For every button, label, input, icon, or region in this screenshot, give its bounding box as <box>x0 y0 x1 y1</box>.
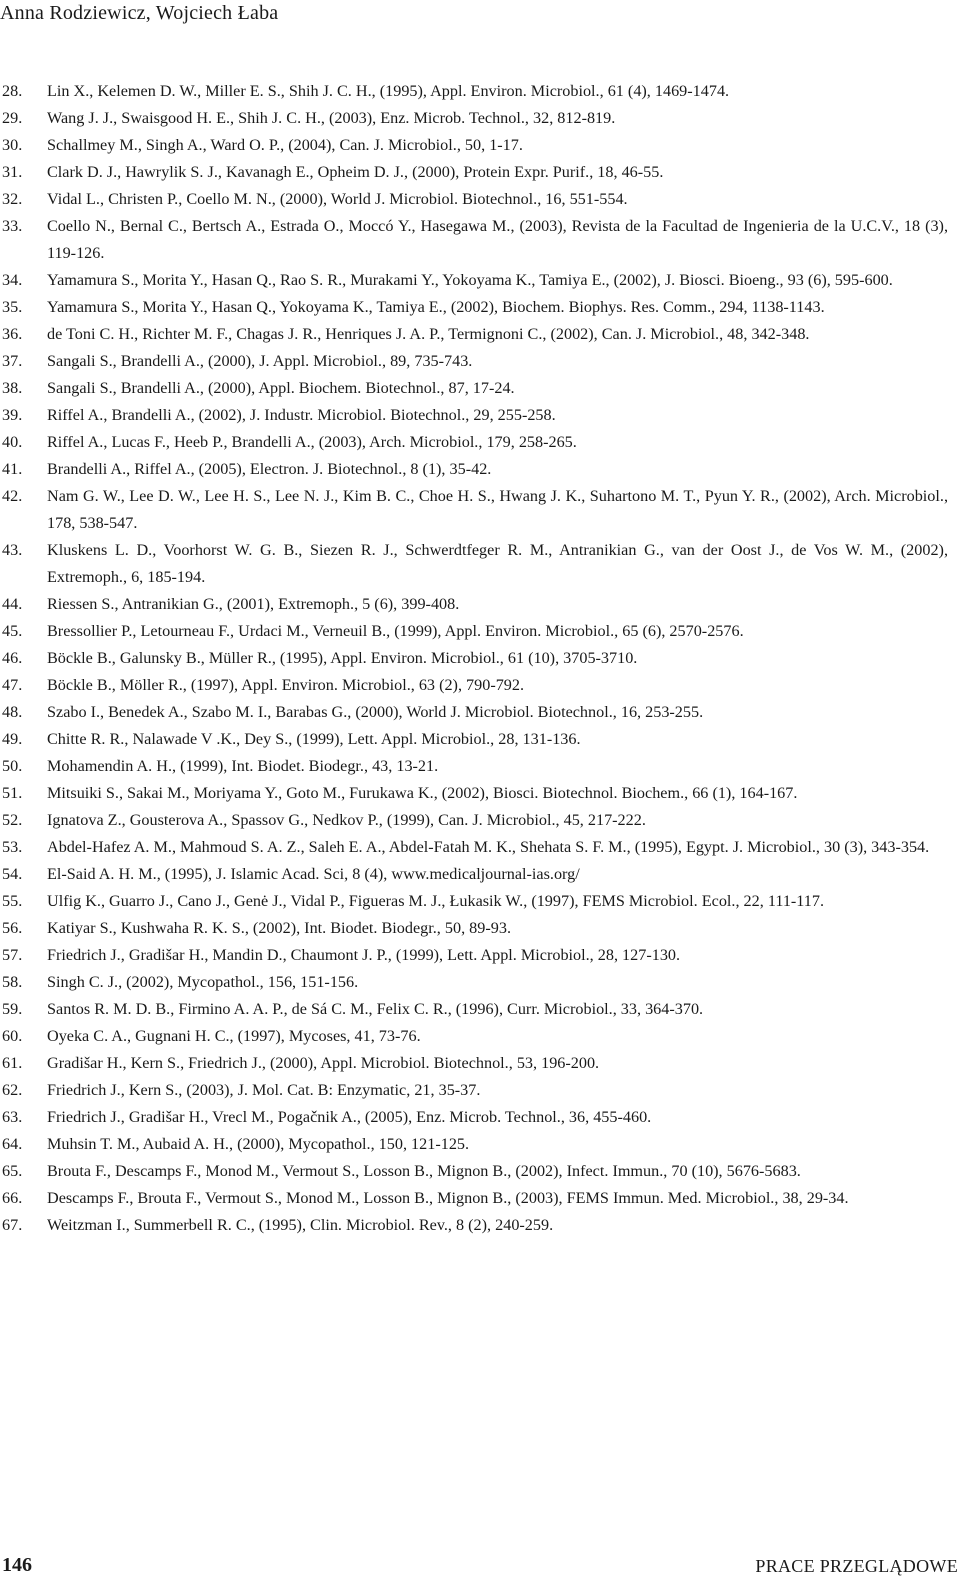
reference-number: 51. <box>2 784 23 802</box>
reference-number: 58. <box>2 973 23 991</box>
reference-number: 53. <box>2 838 23 856</box>
reference-item <box>0 672 948 699</box>
reference-text: Mitsuiki S., Sakai M., Moriyama Y., Goto M., Furukawa K., (2002), Biosci. Biotechnol. Biochem., 66 (1), 164-167. <box>47 784 798 802</box>
reference-number: 36. <box>2 325 23 343</box>
reference-text: Böckle B., Galunsky B., Müller R., (1995), Appl. Environ. Microbiol., 61 (10), 3705-3710. <box>47 649 638 667</box>
reference-number: 63. <box>2 1108 23 1126</box>
reference-text: Wang J. J., Swaisgood H. E., Shih J. C. H., (2003), Enz. Microb. Technol., 32, 812-819. <box>47 109 616 127</box>
reference-text: Szabo I., Benedek A., Szabo M. I., Barabas G., (2000), World J. Microbiol. Biotechnol., 16, 253-255. <box>47 703 704 721</box>
reference-item <box>0 159 948 186</box>
reference-item <box>0 888 948 915</box>
reference-item <box>0 78 948 105</box>
reference-number: 40. <box>2 433 23 451</box>
reference-item <box>0 996 948 1023</box>
reference-number: 54. <box>2 865 23 883</box>
reference-number: 31. <box>2 163 23 181</box>
reference-item <box>0 645 948 672</box>
reference-item <box>0 483 948 537</box>
reference-number: 41. <box>2 460 23 478</box>
reference-text: Schallmey M., Singh A., Ward O. P., (2004), Can. J. Microbiol., 50, 1-17. <box>47 136 523 154</box>
reference-item <box>0 294 948 321</box>
reference-text: Riessen S., Antranikian G., (2001), Extremoph., 5 (6), 399-408. <box>47 595 460 613</box>
reference-number: 67. <box>2 1216 23 1234</box>
reference-text: Friedrich J., Kern S., (2003), J. Mol. Cat. B: Enzymatic, 21, 35-37. <box>47 1081 481 1099</box>
reference-item <box>0 861 948 888</box>
reference-number: 48. <box>2 703 23 721</box>
reference-item <box>0 267 948 294</box>
reference-item <box>0 402 948 429</box>
reference-text: Sangali S., Brandelli A., (2000), Appl. Biochem. Biotechnol., 87, 17-24. <box>47 379 515 397</box>
reference-text: Friedrich J., Gradišar H., Mandin D., Chaumont J. P., (1999), Lett. Appl. Microbiol., 28, 127-130. <box>47 946 681 964</box>
reference-text: Lin X., Kelemen D. W., Miller E. S., Shih J. C. H., (1995), Appl. Environ. Microbiol., 61 (4), 1469-1474. <box>47 82 730 100</box>
reference-item <box>0 1050 948 1077</box>
reference-text: Brouta F., Descamps F., Monod M., Vermout S., Losson B., Mignon B., (2002), Infect. Immun., 70 (10), 5676-5683. <box>47 1162 801 1180</box>
reference-number: 28. <box>2 82 23 100</box>
reference-number: 49. <box>2 730 23 748</box>
reference-item <box>0 1185 948 1212</box>
reference-item <box>0 1158 948 1185</box>
reference-text: Descamps F., Brouta F., Vermout S., Monod M., Losson B., Mignon B., (2003), FEMS Immun. Med. Microbiol., 38, 29-34. <box>47 1189 849 1207</box>
reference-number: 35. <box>2 298 23 316</box>
reference-number: 56. <box>2 919 23 937</box>
reference-number: 38. <box>2 379 23 397</box>
reference-text: Gradišar H., Kern S., Friedrich J., (2000), Appl. Microbiol. Biotechnol., 53, 196-200. <box>47 1054 600 1072</box>
reference-item <box>0 105 948 132</box>
reference-number: 60. <box>2 1027 23 1045</box>
reference-text: de Toni C. H., Richter M. F., Chagas J. R., Henriques J. A. P., Termignoni C., (2002), Can. J. Microbiol., 48, 342-348. <box>47 325 810 343</box>
reference-item <box>0 1212 948 1239</box>
reference-text: Sangali S., Brandelli A., (2000), J. Appl. Microbiol., 89, 735-743. <box>47 352 473 370</box>
reference-text: Coello N., Bernal C., Bertsch A., Estrada O., Moccó Y., Hasegawa M., (2003), Revista de la Facultad de Ingenieria de la U.C.V., 18 (3), 119-126. <box>47 217 948 262</box>
reference-number: 57. <box>2 946 23 964</box>
reference-text: Santos R. M. D. B., Firmino A. A. P., de Sá C. M., Felix C. R., (1996), Curr. Microbiol., 33, 364-370. <box>47 1000 704 1018</box>
reference-item <box>0 1104 948 1131</box>
reference-text: Riffel A., Brandelli A., (2002), J. Industr. Microbiol. Biotechnol., 29, 255-258. <box>47 406 556 424</box>
reference-item <box>0 834 948 861</box>
reference-number: 46. <box>2 649 23 667</box>
reference-text: Muhsin T. M., Aubaid A. H., (2000), Mycopathol., 150, 121-125. <box>47 1135 470 1153</box>
reference-item <box>0 348 948 375</box>
reference-text: Clark D. J., Hawrylik S. J., Kavanagh E., Opheim D. J., (2000), Protein Expr. Purif., 18, 46-55. <box>47 163 664 181</box>
reference-number: 34. <box>2 271 23 289</box>
reference-item <box>0 456 948 483</box>
reference-number: 59. <box>2 1000 23 1018</box>
reference-text: Weitzman I., Summerbell R. C., (1995), Clin. Microbiol. Rev., 8 (2), 240-259. <box>47 1216 554 1234</box>
reference-number: 29. <box>2 109 23 127</box>
reference-item <box>0 780 948 807</box>
reference-list <box>0 78 948 1239</box>
reference-text: El-Said A. H. M., (1995), J. Islamic Acad. Sci, 8 (4), www.medicaljournal-ias.org/ <box>47 865 580 883</box>
reference-item <box>0 942 948 969</box>
reference-item <box>0 537 948 591</box>
reference-number: 43. <box>2 541 23 559</box>
reference-text: Yamamura S., Morita Y., Hasan Q., Rao S. R., Murakami Y., Yokoyama K., Tamiya E., (2002), J. Biosci. Bioeng., 93 (6), 595-600. <box>47 271 893 289</box>
reference-text: Kluskens L. D., Voorhorst W. G. B., Siezen R. J., Schwerdtfeger R. M., Antranikian G., van der Oost J., de Vos W. M., (2002), Extremoph., 6, 185-194. <box>47 541 948 586</box>
reference-text: Bressollier P., Letourneau F., Urdaci M., Verneuil B., (1999), Appl. Environ. Microbiol., 65 (6), 2570-2576. <box>47 622 744 640</box>
reference-number: 62. <box>2 1081 23 1099</box>
reference-number: 45. <box>2 622 23 640</box>
reference-item <box>0 969 948 996</box>
reference-number: 55. <box>2 892 23 910</box>
reference-item <box>0 726 948 753</box>
reference-number: 52. <box>2 811 23 829</box>
reference-item <box>0 915 948 942</box>
reference-number: 42. <box>2 487 23 505</box>
reference-number: 66. <box>2 1189 23 1207</box>
reference-item <box>0 1023 948 1050</box>
reference-item <box>0 132 948 159</box>
reference-item <box>0 213 948 267</box>
reference-text: Abdel-Hafez A. M., Mahmoud S. A. Z., Saleh E. A., Abdel-Fatah M. K., Shehata S. F. M., (1995), Egypt. J. Microbiol., 30 (3), 343-354. <box>47 838 930 856</box>
reference-item <box>0 807 948 834</box>
reference-number: 47. <box>2 676 23 694</box>
reference-number: 37. <box>2 352 23 370</box>
reference-number: 65. <box>2 1162 23 1180</box>
running-head-authors: Anna Rodziewicz, Wojciech Łaba <box>0 2 279 24</box>
reference-item <box>0 429 948 456</box>
reference-number: 30. <box>2 136 23 154</box>
reference-item <box>0 321 948 348</box>
reference-number: 39. <box>2 406 23 424</box>
reference-item <box>0 699 948 726</box>
reference-number: 61. <box>2 1054 23 1072</box>
reference-item <box>0 1077 948 1104</box>
reference-number: 64. <box>2 1135 23 1153</box>
reference-text: Vidal L., Christen P., Coello M. N., (2000), World J. Microbiol. Biotechnol., 16, 551-554. <box>47 190 628 208</box>
reference-text: Yamamura S., Morita Y., Hasan Q., Yokoyama K., Tamiya E., (2002), Biochem. Biophys. Res. Comm., 294, 1138-1143. <box>47 298 825 316</box>
reference-number: 44. <box>2 595 23 613</box>
reference-text: Brandelli A., Riffel A., (2005), Electron. J. Biotechnol., 8 (1), 35-42. <box>47 460 492 478</box>
journal-section-title: PRACE PRZEGLĄDOWE <box>755 1556 958 1576</box>
reference-text: Friedrich J., Gradišar H., Vrecl M., Pogačnik A., (2005), Enz. Microb. Technol., 36, 455-460. <box>47 1108 652 1126</box>
reference-number: 33. <box>2 217 23 235</box>
reference-text: Oyeka C. A., Gugnani H. C., (1997), Mycoses, 41, 73-76. <box>47 1027 421 1045</box>
reference-text: Mohamendin A. H., (1999), Int. Biodet. Biodegr., 43, 13-21. <box>47 757 439 775</box>
reference-text: Katiyar S., Kushwaha R. K. S., (2002), Int. Biodet. Biodegr., 50, 89-93. <box>47 919 511 937</box>
reference-item <box>0 618 948 645</box>
reference-text: Chitte R. R., Nalawade V .K., Dey S., (1999), Lett. Appl. Microbiol., 28, 131-136. <box>47 730 581 748</box>
reference-item <box>0 1131 948 1158</box>
reference-item <box>0 753 948 780</box>
reference-text: Riffel A., Lucas F., Heeb P., Brandelli A., (2003), Arch. Microbiol., 179, 258-265. <box>47 433 577 451</box>
reference-text: Ulfig K., Guarro J., Cano J., Genė J., Vidal P., Figueras M. J., Łukasik W., (1997), FEMS Microbiol. Ecol., 22, 111-117. <box>47 892 825 910</box>
reference-number: 50. <box>2 757 23 775</box>
reference-item <box>0 591 948 618</box>
reference-text: Singh C. J., (2002), Mycopathol., 156, 151-156. <box>47 973 359 991</box>
reference-item <box>0 375 948 402</box>
page-number: 146 <box>2 1554 32 1576</box>
reference-text: Ignatova Z., Gousterova A., Spassov G., Nedkov P., (1999), Can. J. Microbiol., 45, 217-222. <box>47 811 646 829</box>
reference-text: Nam G. W., Lee D. W., Lee H. S., Lee N. J., Kim B. C., Choe H. S., Hwang J. K., Suhartono M. T., Pyun Y. R., (2002), Arch. Microbiol., 178, 538-547. <box>47 487 948 532</box>
reference-text: Böckle B., Möller R., (1997), Appl. Environ. Microbiol., 63 (2), 790-792. <box>47 676 525 694</box>
reference-item <box>0 186 948 213</box>
reference-number: 32. <box>2 190 23 208</box>
